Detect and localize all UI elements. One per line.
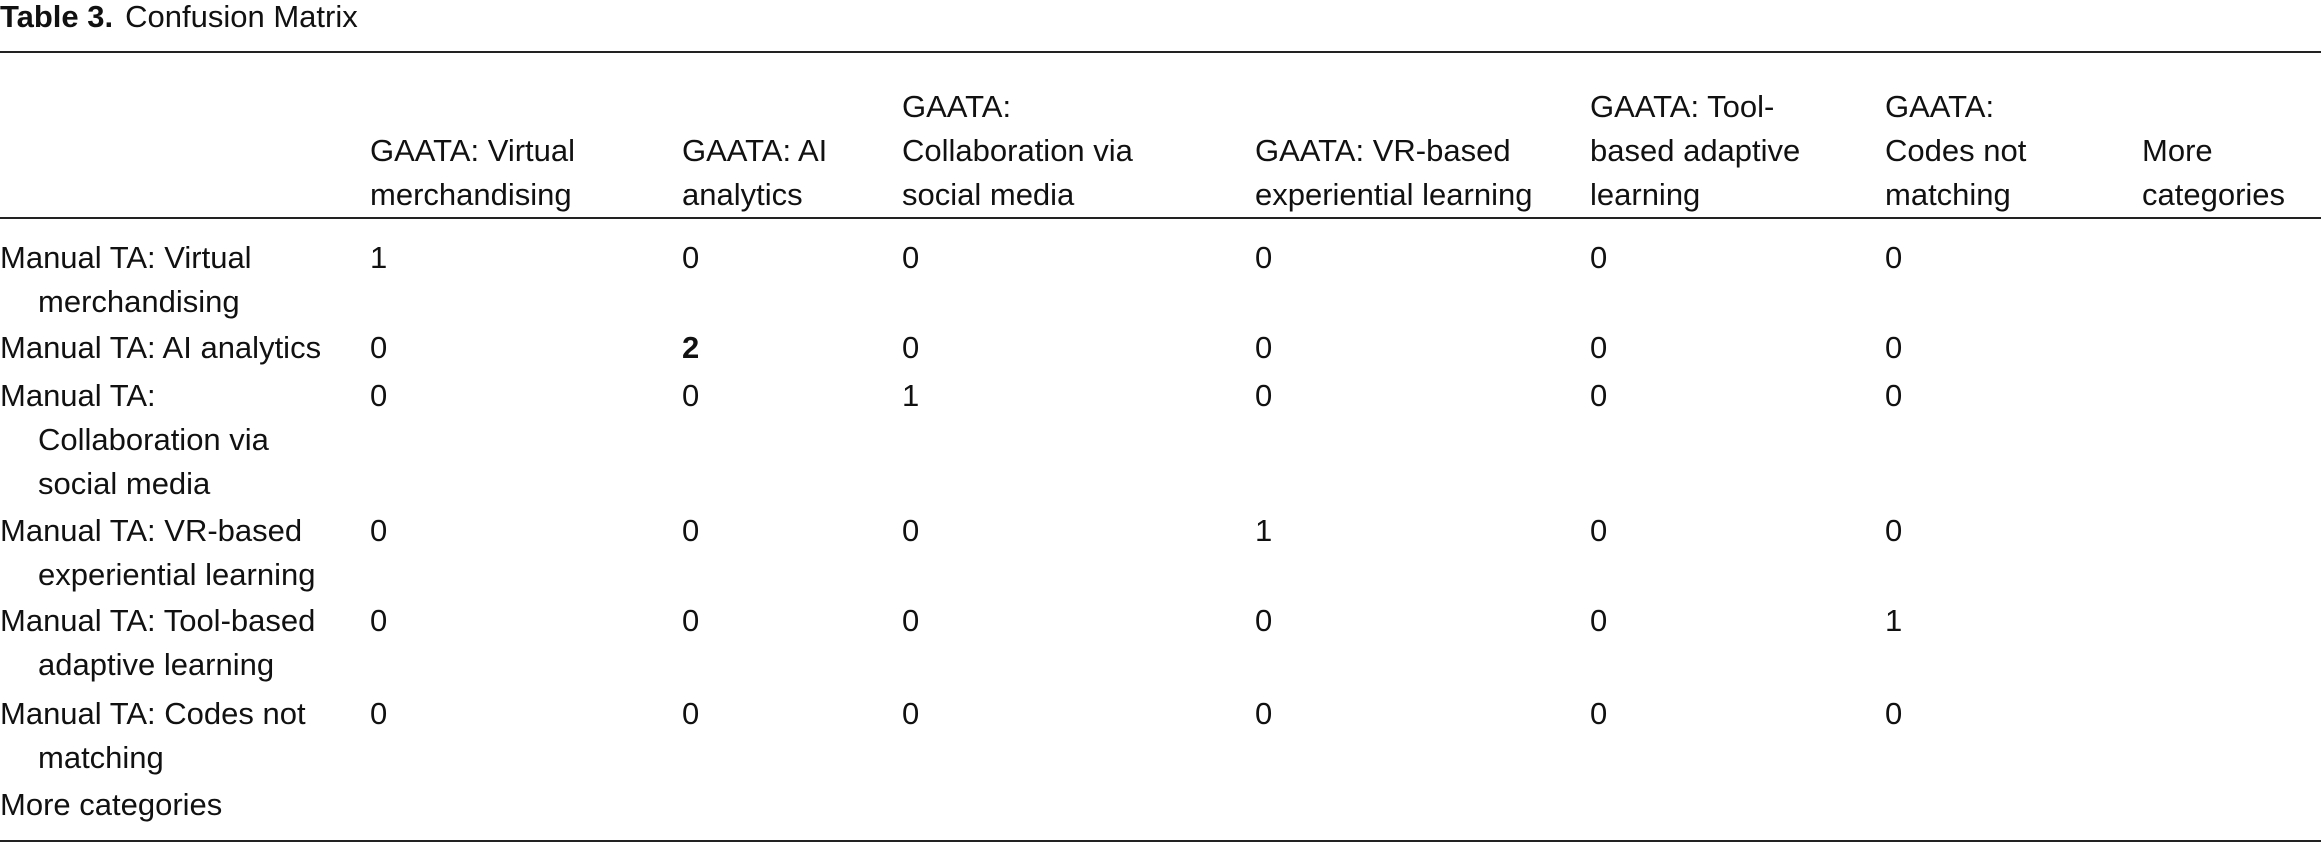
table-cell: 1	[1885, 603, 1903, 638]
bottom-rule	[0, 840, 2321, 842]
row-header-line: experiential learning	[38, 557, 316, 592]
table-cell-highlight: 2	[682, 330, 700, 365]
table-cell: 0	[1885, 513, 1903, 548]
column-header	[1255, 129, 1532, 217]
table-cell: 0	[902, 513, 920, 548]
table-cell: 0	[370, 330, 388, 365]
column-header	[2142, 129, 2285, 217]
row-header-line: adaptive learning	[38, 647, 275, 682]
table-cell: 0	[1885, 330, 1903, 365]
column-header-line: More	[2142, 133, 2213, 168]
table-cell: 0	[682, 603, 700, 638]
table-cell: 0	[902, 603, 920, 638]
column-header-line: GAATA: Virtual	[370, 133, 576, 168]
row-header	[0, 374, 269, 506]
table-cell: 0	[902, 330, 920, 365]
column-header-line: social media	[902, 177, 1075, 212]
column-header-line: GAATA: Tool-	[1590, 89, 1775, 124]
table-cell: 0	[1590, 378, 1608, 413]
table-cell: 0	[682, 240, 700, 275]
row-header-line: matching	[38, 740, 164, 775]
column-header-line: GAATA:	[902, 89, 1012, 124]
column-header-line: GAATA: VR-based	[1255, 133, 1511, 168]
row-header-line: Manual TA: Codes not	[0, 696, 306, 731]
column-header	[1590, 85, 1800, 217]
table-number: Table 3.	[0, 0, 114, 34]
row-header-line: Manual TA: Tool-based	[0, 603, 316, 638]
column-header-line: Codes not	[1885, 133, 2027, 168]
table-cell: 0	[1255, 696, 1273, 731]
table-cell: 0	[370, 696, 388, 731]
column-header-line: GAATA: AI	[682, 133, 828, 168]
column-header-line: matching	[1885, 177, 2011, 212]
row-header-line: Manual TA: VR-based	[0, 513, 303, 548]
table-cell: 0	[1255, 240, 1273, 275]
column-header-line: experiential learning	[1255, 177, 1533, 212]
table-cell: 0	[1885, 240, 1903, 275]
table-cell: 0	[1885, 378, 1903, 413]
column-header-line: merchandising	[370, 177, 572, 212]
table-cell: 0	[1590, 330, 1608, 365]
row-header-line: Manual TA: Virtual	[0, 240, 252, 275]
row-header	[0, 692, 306, 780]
table-cell: 0	[1255, 378, 1273, 413]
row-header-line: social media	[38, 466, 211, 501]
column-header	[682, 129, 827, 217]
table-cell: 0	[370, 603, 388, 638]
row-header-line: merchandising	[38, 284, 240, 319]
column-header-line: learning	[1590, 177, 1701, 212]
table-cell: 0	[1590, 603, 1608, 638]
column-header-line: Collaboration via	[902, 133, 1133, 168]
table-cell: 0	[902, 696, 920, 731]
table-cell: 1	[1255, 513, 1273, 548]
table-title: Confusion Matrix	[125, 0, 358, 34]
row-header-line: Manual TA:	[0, 378, 156, 413]
row-header-line: Manual TA: AI analytics	[0, 330, 322, 365]
column-header-line: GAATA:	[1885, 89, 1995, 124]
row-header	[0, 783, 222, 827]
table-cell: 1	[902, 378, 920, 413]
top-rule	[0, 51, 2321, 53]
column-header	[902, 85, 1133, 217]
column-header	[1885, 85, 2026, 217]
row-header	[0, 509, 315, 597]
column-header	[370, 129, 575, 217]
table-cell: 0	[1885, 696, 1903, 731]
table-cell: 0	[682, 513, 700, 548]
table-cell: 0	[1590, 696, 1608, 731]
table-cell: 0	[682, 696, 700, 731]
row-header	[0, 236, 252, 324]
table-cell: 0	[1590, 240, 1608, 275]
table-cell: 0	[682, 378, 700, 413]
table-cell: 0	[370, 513, 388, 548]
row-header-line: More categories	[0, 787, 223, 822]
table-cell: 0	[1590, 513, 1608, 548]
row-header	[0, 599, 315, 687]
row-header-line: Collaboration via	[38, 422, 269, 457]
row-header	[0, 326, 321, 370]
table-caption	[0, 0, 358, 34]
table-cell: 0	[902, 240, 920, 275]
table-cell: 0	[1255, 603, 1273, 638]
table-cell: 1	[370, 240, 388, 275]
table-cell: 0	[1255, 330, 1273, 365]
column-header-line: based adaptive	[1590, 133, 1801, 168]
table-cell: 0	[370, 378, 388, 413]
column-header-line: analytics	[682, 177, 803, 212]
header-rule	[0, 217, 2321, 219]
column-header-line: categories	[2142, 177, 2286, 212]
